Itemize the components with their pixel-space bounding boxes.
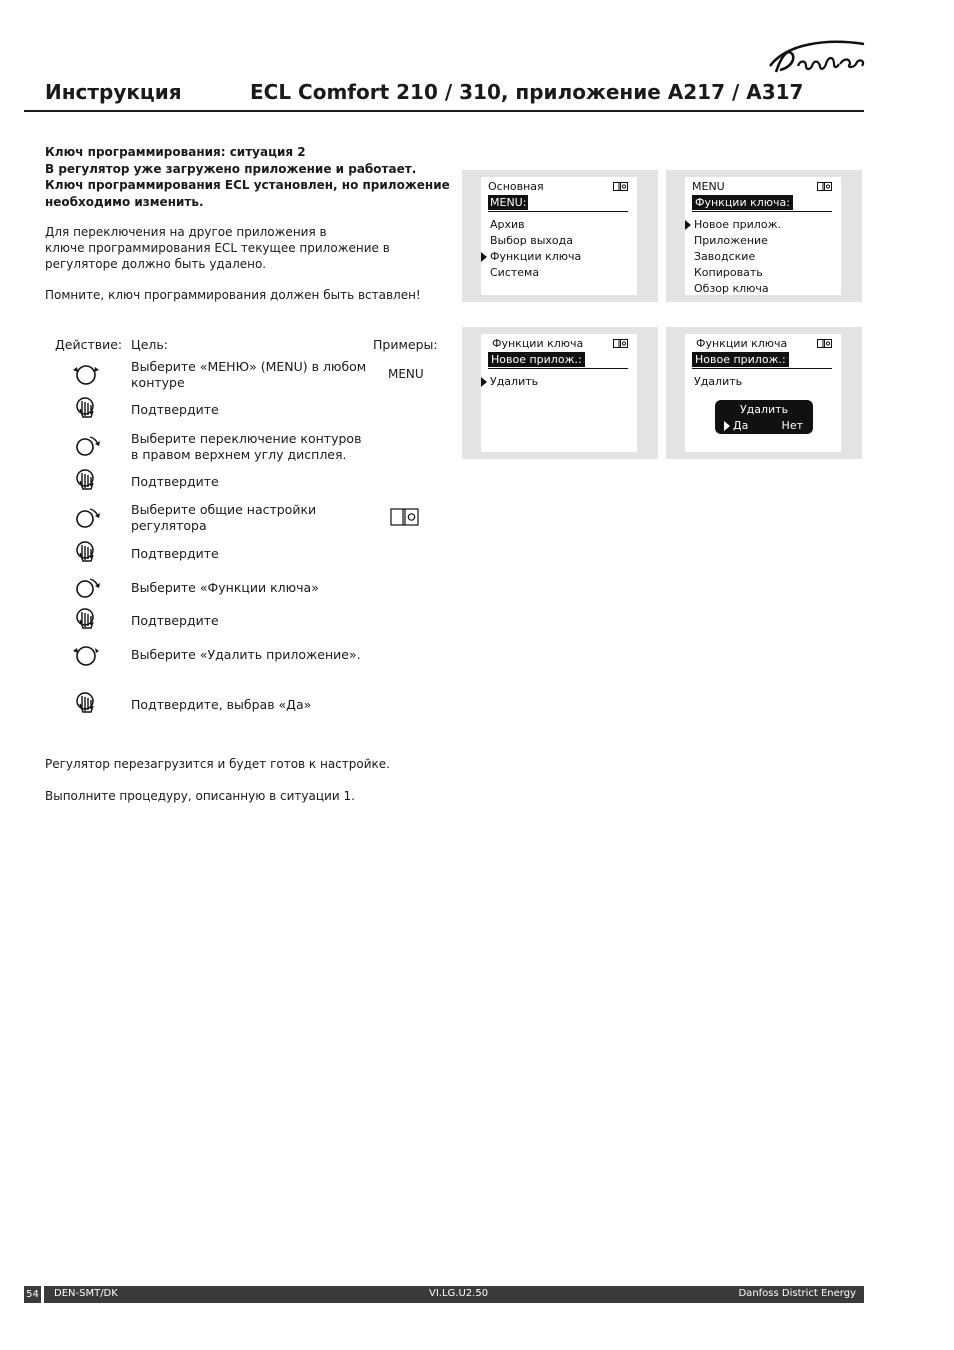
- follow-procedure-note: Выполните процедуру, описанную в ситуации 1.: [45, 789, 355, 803]
- situation-line: В регулятор уже загружено приложение и работает.: [45, 161, 417, 176]
- selection-arrow-icon: [481, 252, 487, 262]
- reminder-text: Помните, ключ программирования должен быть вставлен!: [45, 288, 421, 302]
- popup-yes-option: Да: [733, 419, 749, 432]
- paragraph-line: регуляторе должно быть удалено.: [45, 257, 267, 271]
- header-divider: [24, 110, 864, 112]
- step-text-confirm: Подтвердите: [131, 546, 219, 561]
- selection-arrow-icon: [481, 377, 487, 387]
- lcd: [481, 177, 637, 295]
- menu-item: Обзор ключа: [694, 282, 769, 295]
- menu-item-selected: Функции ключа: [490, 249, 581, 265]
- step-line: в правом верхнем углу дисплея.: [131, 446, 347, 462]
- screen-highlight: Новое прилож.:: [488, 352, 585, 367]
- screen-highlight: Функции ключа:: [692, 195, 793, 210]
- push-dial-icon: [70, 606, 102, 634]
- lcd: [685, 177, 841, 295]
- document-type-heading: Инструкция: [45, 80, 182, 104]
- paragraph-line: ключе программирования ECL текущее приложение в: [45, 241, 390, 255]
- menu-item-selected: Новое прилож.: [694, 217, 781, 233]
- step-text-confirm-yes: Подтвердите, выбрав «Да»: [131, 697, 312, 712]
- situation-heading: [45, 144, 450, 210]
- column-header-examples: Примеры:: [373, 337, 438, 352]
- popup-no-option: Нет: [781, 419, 803, 432]
- page-number: 54: [24, 1286, 41, 1303]
- lcd: [685, 334, 841, 452]
- display-screen-4: [666, 327, 862, 459]
- push-dial-icon: [70, 395, 102, 423]
- step-text-select-delete-app: Выберите «Удалить приложение».: [131, 647, 361, 662]
- selection-arrow-icon: [724, 421, 730, 431]
- menu-item: Выбор выхода: [490, 234, 573, 247]
- screen-title: Функции ключа: [696, 337, 788, 350]
- screen-divider: [488, 368, 628, 369]
- screen-highlight: Новое прилож.:: [692, 352, 789, 367]
- intro-paragraph: [45, 224, 390, 272]
- danfoss-logo: [766, 36, 870, 76]
- selection-arrow-icon: [685, 220, 691, 230]
- display-screen-1: [462, 170, 658, 302]
- menu-item: Приложение: [694, 234, 768, 247]
- step-text-confirm: Подтвердите: [131, 474, 219, 489]
- turn-dial-right-icon: [70, 432, 102, 460]
- circuit-switch-icon: [817, 182, 832, 191]
- example-menu-label: MENU: [388, 367, 424, 381]
- circuit-switch-icon: [613, 339, 628, 348]
- step-line: Выберите переключение контуров: [131, 431, 362, 446]
- footer-doc-code: DEN-SMT/DK: [54, 1288, 118, 1299]
- turn-dial-right-icon: [70, 574, 102, 602]
- menu-item: Удалить: [694, 375, 743, 388]
- step-text-select-general-settings: [131, 502, 316, 533]
- footer-gap: [41, 1286, 44, 1303]
- step-line: контуре: [131, 374, 185, 390]
- screen-divider: [488, 211, 628, 212]
- page-footer: [24, 1286, 864, 1303]
- step-line: Выберите общие настройки: [131, 502, 317, 517]
- document-title-heading: ECL Comfort 210 / 310, приложение A217 / A317: [250, 80, 804, 104]
- situation-title: Ключ программирования: ситуация 2: [45, 145, 306, 159]
- step-text-select-circuit: [131, 431, 361, 462]
- column-header-action: Действие:: [55, 337, 123, 352]
- screen-title: MENU: [692, 180, 725, 193]
- turn-dial-both-icon: [70, 641, 102, 669]
- screen-title: Основная: [488, 180, 544, 193]
- menu-item: Система: [490, 266, 540, 279]
- column-header-goal: Цель:: [131, 337, 168, 352]
- turn-dial-right-icon: [70, 504, 102, 532]
- footer-company: Danfoss District Energy: [738, 1288, 856, 1299]
- situation-line: необходимо изменить.: [45, 194, 204, 209]
- step-text-select-key-functions: Выберите «Функции ключа»: [131, 580, 319, 595]
- circuit-switch-icon: [613, 182, 628, 191]
- push-dial-icon: [70, 539, 102, 567]
- push-dial-icon: [70, 690, 102, 718]
- menu-item-selected: Удалить: [490, 374, 538, 390]
- restart-note: Регулятор перезагрузится и будет готов к настройке.: [45, 757, 390, 771]
- controller-settings-icon: [390, 508, 419, 526]
- turn-dial-both-icon: [70, 360, 102, 388]
- screen-divider: [692, 368, 832, 369]
- step-text-confirm: Подтвердите: [131, 613, 219, 628]
- display-screen-3: [462, 327, 658, 459]
- step-line: Выберите «МЕНЮ» (MENU) в любом: [131, 359, 367, 374]
- popup-title: Удалить: [739, 403, 789, 416]
- step-text-confirm: Подтвердите: [131, 402, 219, 417]
- menu-item: Архив: [490, 218, 525, 231]
- situation-line: Ключ программирования ECL установлен, но приложение: [45, 178, 450, 192]
- screen-divider: [692, 211, 832, 212]
- display-screen-2: [666, 170, 862, 302]
- screen-highlight: MENU:: [490, 196, 527, 209]
- delete-confirm-popup: [715, 400, 813, 434]
- screen-title: Функции ключа: [492, 337, 584, 350]
- step-text-select-menu: [131, 359, 366, 390]
- step-line: регулятора: [131, 517, 207, 533]
- circuit-switch-icon: [817, 339, 832, 348]
- push-dial-icon: [70, 467, 102, 495]
- menu-item: Заводские: [694, 250, 756, 263]
- footer-literature-code: VI.LG.U2.50: [429, 1288, 489, 1299]
- paragraph-line: Для переключения на другое приложения в: [45, 225, 327, 239]
- lcd: [481, 334, 637, 452]
- menu-item: Копировать: [694, 266, 763, 279]
